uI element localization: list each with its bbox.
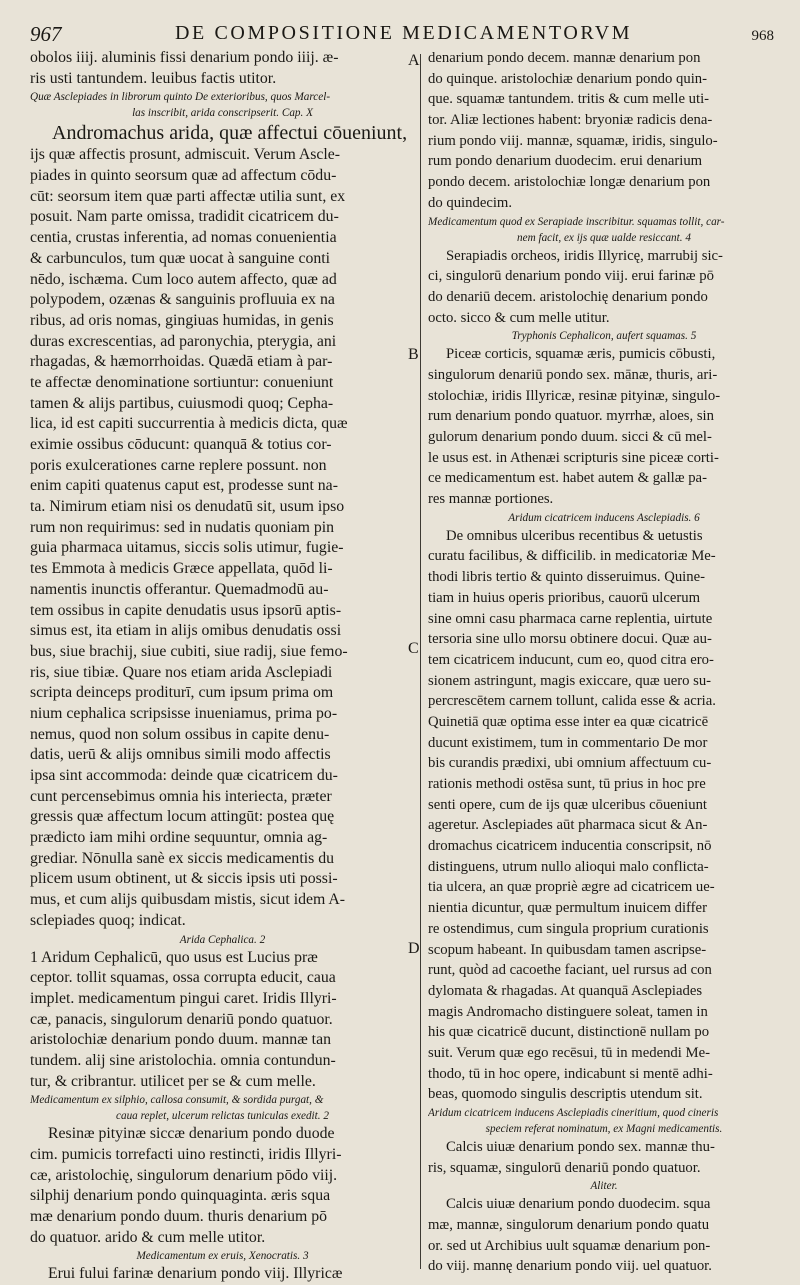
text-line: mæ denarium pondo duum. thuris denarium pō [30, 1208, 328, 1226]
text-line: nientia dicuntur, quæ permultum inuicem differ [428, 900, 707, 917]
text-line: tem ossibus in capite denudatis usus ipsorū aptis- [30, 601, 342, 619]
text-line: implet. medicamentum pingui caret. Iridis Illyri- [30, 989, 337, 1007]
text-line: ijs quæ affectis prosunt, admiscuit. Verum Ascle- [30, 146, 341, 164]
text-line: dromachus cicatricem inducentia conscripsit, nō [428, 838, 712, 855]
text-line: poris exulcerationes carne replere possunt. non [30, 456, 327, 474]
text-line: ipsa sint accommoda: deinde quæ cicatricem du- [30, 767, 338, 784]
text-line: gressis quæ affectum locum attingūt: postea quę [30, 808, 335, 826]
text-line: ris usti tantundem. leuibus factis utitor. [30, 69, 277, 87]
section-heading: Quæ Asclepiades in librorum quinto De exterioribus, quos Marcel- [30, 91, 331, 104]
right-column [428, 48, 780, 1277]
text-line: Andromachus arida, quæ affectui cōueniunt, [52, 122, 408, 145]
text-line: distinguens, utrum nullo alioqui malo conflicta- [428, 858, 709, 875]
text-line: ageretur. Asclepiades aūt pharmaca sicut & An- [428, 817, 708, 834]
text-line: his quæ cicatricē ducunt, distinctionē nullam po [428, 1024, 710, 1041]
text-line: tes Emmota à medicis Græce appellata, quōd li- [30, 560, 333, 578]
section-heading: speciem referat nominatum, ex Magni medicamentis. [485, 1123, 723, 1135]
text-line: suit. Verum quæ ego recēsui, tū in medendi Me- [428, 1044, 711, 1061]
text-line: posuit. Nam parte omissa, tradidit cicatricem du- [30, 208, 339, 226]
text-line: cunt percensebimus omnia his interiecta, præter [30, 787, 332, 805]
text-line: cūt: seorsum item quæ parti affectæ utilia sunt, ex [30, 187, 346, 205]
text-line: mæ, mannæ, singulorum denarium pondo quatu [428, 1217, 710, 1234]
text-line: curatu facilibus, & difficilib. in medicatoriæ Me- [428, 548, 716, 565]
text-line: bis curandis prædixi, ubi omnium affectuum cu- [428, 755, 712, 772]
text-line: guia pharmaca uitamus, siccis solis utimur, fugie- [30, 539, 344, 557]
text-line: tiam in huius operis prioribus, cauorū ulcerum [428, 589, 701, 606]
margin-letter-d: D [408, 940, 420, 957]
text-line: datis, uerū & alijs omnibus simili modo affectis [30, 746, 331, 764]
text-line: Calcis uiuæ denarium pondo sex. mannæ thu- [446, 1139, 715, 1155]
text-line: rationis methodi ostēsa sunt, tū prius in hoc pre [428, 776, 706, 792]
text-line: & carbunculos, tum quæ uocat à sanguine conti [30, 249, 331, 267]
column-divider [420, 54, 421, 1269]
text-line: eximie ossibus cōducunt: quanquā & totius cor- [30, 436, 332, 453]
section-heading: Aliter. [590, 1180, 618, 1193]
section-heading: Medicamentum ex eruis, Xenocratis. 3 [136, 1250, 309, 1263]
text-line: thodo, tū in hoc opere, indicabunt si mentē adhi- [428, 1065, 713, 1082]
text-line: do quatuor. arido & cum melle utitor. [30, 1228, 266, 1246]
text-line: octo. sicco & cum melle utitur. [428, 309, 610, 326]
text-line: cæ, panacis, singulorum denariū pondo quatuor. [30, 1010, 333, 1028]
text-line: dylomata & rhagadas. At quanquā Asclepiades [428, 982, 703, 999]
text-line: nium cephalica scripsisse inueniamus, prima po- [30, 704, 338, 722]
text-line: ris, squamæ, singulorū denariū pondo quatuor. [428, 1159, 701, 1176]
text-line: le usus est. in Athenæi scripturis sine piceæ corti- [428, 449, 719, 466]
section-heading: Medicamentum ex silphio, callosa consumit, & sordida purgat, & [30, 1094, 324, 1107]
text-line: 1 Aridum Cephalicū, quo usus est Lucius præ [30, 948, 318, 966]
text-line: rum denarium pondo quatuor. myrrhæ, aloes, sin [428, 408, 714, 425]
margin-letter-a: A [408, 52, 420, 69]
text-line: cim. pumicis torrefacti uino restincti, iridis Illyri- [30, 1146, 342, 1163]
text-line: De omnibus ulceribus recentibus & uetustis [446, 527, 703, 544]
text-line: Calcis uiuæ denarium pondo duodecim. squa [446, 1196, 711, 1213]
text-line: tor. Aliæ lectiones habent: bryoniæ radicis dena- [428, 112, 713, 129]
text-line: silphij denarium pondo quinquaginta. æris squa [30, 1187, 331, 1205]
text-line: rum non requirimus: sed in nudatis quoniam pin [30, 518, 335, 536]
section-heading: Tryphonis Cephalicon, aufert squamas. 5 [511, 330, 697, 343]
text-line: centia, crustas inferentia, ad nomas conuenientia [30, 229, 337, 247]
text-line: scripta deinceps proditurī, cum ipsum prima om [30, 684, 334, 702]
text-line: Piceæ corticis, squamæ æris, pumicis cōbusti, [446, 346, 716, 363]
text-line: duras excrescentias, ad paronychia, pterygia, ani [30, 332, 337, 350]
text-line: runt, quòd ad cacoethe faciant, uel rursus ad con [428, 962, 712, 979]
text-line: tamen & alijs partibus, cuiusmodi quoq; Cepha- [30, 394, 334, 412]
text-line: beas, quomodo singulis descriptis utendum sit. [428, 1086, 703, 1103]
text-line: tundem. alij sine aristolochia. omnia contundun- [30, 1051, 336, 1069]
text-line: plicem usum obtinent, ut & siccis ipsis uti possi- [30, 870, 338, 888]
text-line: ci, singulorū denarium pondo viij. erui farinæ pō [428, 268, 714, 285]
text-line: Quinetiā quæ optima esse inter ea quæ cicatricē [428, 713, 709, 730]
section-heading: Medicamentum quod ex Serapiade inscribitur. squamas tollit, car- [428, 215, 725, 228]
text-line: ceptor. tollit squamas, ossa corrupta educit, caua [30, 969, 336, 987]
text-line: piades in quinto seorsum quæ ad affectum cōdu- [30, 167, 337, 185]
text-line: cæ, aristolochię, singulorum denarium pōdo viij. [30, 1166, 338, 1184]
text-line: singulorum denariū pondo sex. mānæ, thuris, ari- [428, 366, 718, 383]
text-line: tersoria sine ullo morsu obtinere docui. Quæ au- [428, 631, 712, 648]
text-line: grediar. Nōnulla sanè ex siccis medicamentis du [30, 849, 334, 867]
text-line: percrescētem carnem tollunt, calida esse & acria. [428, 693, 716, 710]
section-heading: Arida Cephalica. 2 [179, 933, 266, 946]
text-line: tem cicatricem inducunt, cum eo, quod citra ero- [428, 651, 714, 668]
text-line: thodi libris tertio & quinto disseruimus. Quine- [428, 569, 706, 586]
text-line: rhagadas, & hæmorrhoidas. Quædā etiam à par- [30, 353, 333, 371]
text-line: rum pondo denarium duodecim. erui denarium [428, 153, 703, 170]
text-line: sionem astringunt, magis exiccare, quæ uero su- [428, 672, 712, 689]
running-title: DE COMPOSITIONE MEDICAMENTORVM [175, 22, 633, 44]
text-line: do viij. mannę denarium pondo viij. uel quatuor. [428, 1258, 712, 1275]
text-line: prædicto iam mihi ordine sequuntur, omnia ag- [30, 829, 328, 847]
text-line: nēdo, ischæma. Cum loco autem affecto, quæ ad [30, 270, 337, 288]
text-line: tur, & cribrantur. utilicet per se & cum melle. [30, 1072, 316, 1090]
text-line: ribus, ad oris nomas, gingiuas humidas, in genis [30, 311, 334, 329]
margin-letter-c: C [408, 640, 419, 657]
text-line: do quindecim. [428, 194, 513, 211]
margin-letter-b: B [408, 346, 419, 363]
page-number-left: 967 [30, 22, 62, 46]
text-line: sclepiades quoq; indicat. [30, 911, 186, 929]
text-line: obolos iiij. aluminis fissi denarium pondo iiij. æ- [30, 49, 339, 66]
text-line: namentis inunctis offerantur. Quemadmodū au- [30, 580, 329, 598]
text-line: polypodem, ozænas & sanguinis profluuia ex na [30, 291, 335, 309]
text-line: simus est, ita etiam in alijs omibus denudatis ossi [30, 622, 342, 640]
text-line: or. sed ut Archibius uult squamæ denarium pon- [428, 1237, 711, 1254]
text-line: Erui fului farinæ denarium pondo viij. Illyricæ [48, 1265, 343, 1283]
left-column [30, 48, 415, 1285]
text-line: gulorum denarium pondo duum. sicci & cū mel- [428, 429, 712, 445]
text-line: scopum habeant. In quibusdam tamen ascripse- [428, 941, 707, 958]
text-line: denarium pondo decem. mannæ denarium pon [428, 50, 701, 66]
text-line: ris, siue tibiæ. Quare nos etiam arida Asclepiadi [30, 663, 333, 681]
section-heading: caua replet, ulcerum relictas tuniculas exedit. 2 [116, 1110, 329, 1123]
text-line: tia ulcera, an quæ propriè ægre ad cicatricem ue- [428, 879, 715, 896]
text-line: rium pondo viij. mannæ, squamæ, iridis, singulo- [428, 132, 718, 149]
text-line: ta. Nimirum etiam nisi os denudatū sit, usum ipso [30, 498, 345, 516]
section-heading: nem facit, ex ijs quæ ualde resiccant. 4 [517, 231, 691, 244]
section-heading: Aridum cicatricem inducens Asclepiadis cineritium, quod cineris [428, 1107, 719, 1119]
text-line: bus, siue brachij, siue cubiti, siue radij, siue femo- [30, 642, 348, 660]
text-line: te affectæ denominatione sortiuntur: conueniunt [30, 373, 334, 391]
page-number-right: 968 [751, 28, 774, 44]
text-line: enim capiti quatenus caput est, prodesse sunt na- [30, 477, 338, 495]
text-line: nemus, quod non solum ossibus in capite denu- [30, 725, 330, 743]
text-line: mus, et cum alijs quibusdam mistis, sicut idem A- [30, 891, 346, 909]
text-line: ce medicamentum est. habet autem & gallæ pa- [428, 470, 707, 487]
section-heading: Aridum cicatricem inducens Asclepiadis. 6 [508, 511, 700, 524]
text-line: do quinque. aristolochiæ denarium pondo quin- [428, 70, 708, 87]
text-line: Serapiadis orcheos, iridis Illyricę, marrubij sic- [446, 247, 723, 264]
text-line: senti opere, cum de ijs quæ ulceribus cōueniunt [428, 796, 707, 813]
text-line: ducunt existimem, tum in commentario De mor [428, 734, 708, 751]
text-line: do denariū decem. aristolochię denarium pondo [428, 288, 708, 305]
text-line: que. squamæ tantundem. tritis & cum melle uti- [428, 91, 710, 108]
text-line: res mannæ portiones. [428, 491, 554, 508]
section-heading: las inscribit, arida conscripserit. Cap. X [132, 107, 313, 120]
text-line: lica, id est capiti succurrentia à medicis dicta, quæ [30, 415, 348, 433]
text-line: stolochiæ, iridis Illyricæ, resinæ pityinæ, singulo- [428, 387, 721, 404]
text-line: magis Andromacho distinguere soleat, tamen in [428, 1003, 708, 1020]
text-line: aristolochiæ denarium pondo duum. mannæ tan [30, 1031, 331, 1049]
text-line: pondo decem. aristolochiæ longæ denarium pon [428, 174, 711, 191]
text-line: Resinæ pityinæ siccæ denarium pondo duode [48, 1125, 335, 1143]
text-line: re ostendimus, cum singula proprium curationis [428, 920, 709, 937]
text-line: sine omni casu pharmaca carne replentia, uirtute [428, 610, 713, 627]
